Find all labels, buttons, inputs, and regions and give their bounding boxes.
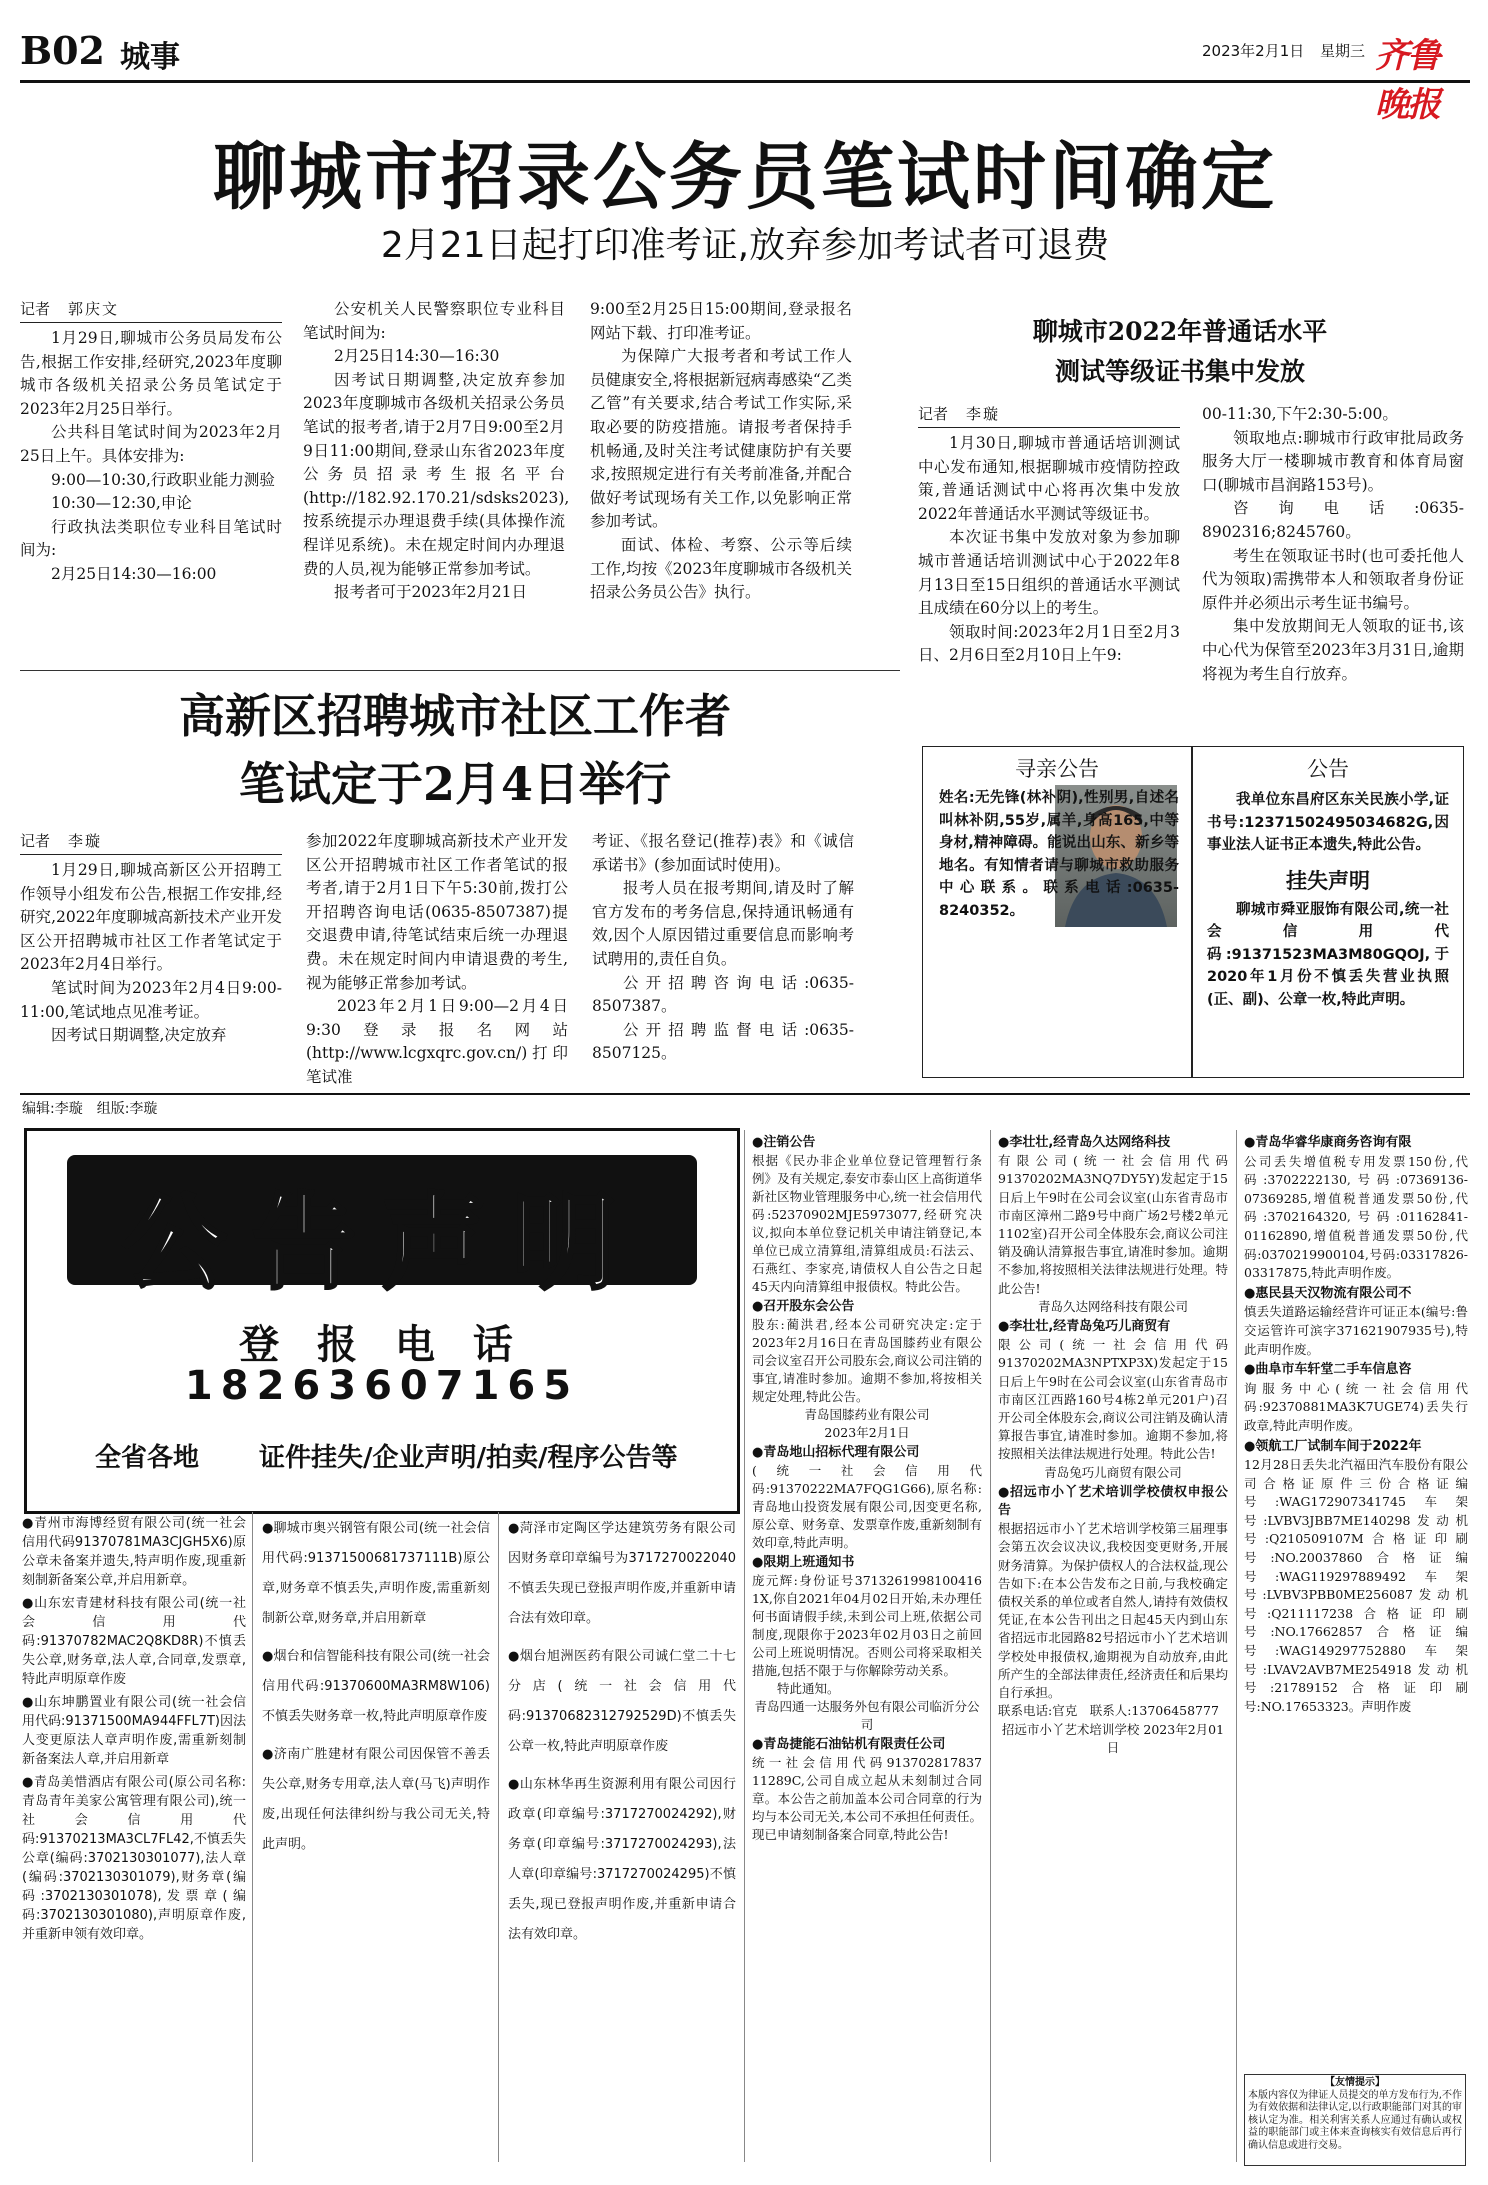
classified-heading: ●青岛华睿华康商务咨询有限 bbox=[1244, 1135, 1412, 1150]
article3-title-line2: 笔试定于2月4日举行 bbox=[238, 757, 671, 811]
paragraph: 9:00—10:30,行政职业能力测验 bbox=[51, 470, 275, 489]
notice-title: 挂失声明 bbox=[1286, 868, 1370, 893]
paragraph: 公开招聘监督电话:0635-8507125。 bbox=[592, 1020, 854, 1063]
classified-col1 bbox=[22, 1514, 246, 1944]
article1-subtitle: 2月21日起打印准考证,放弃参加考试者可退费 bbox=[380, 225, 1110, 266]
paper-logo: 齐鲁晚报 bbox=[1375, 36, 1439, 125]
paragraph: 考生在领取证书时(也可委托他人代为领取)需携带本人和领取者身份证原件并必须出示考生证书编号。 bbox=[1202, 546, 1464, 612]
ad-slogan-left: 全省各地 bbox=[95, 1443, 200, 1473]
paragraph: 9:00至2月25日15:00期间,登录报名网站下载、打印准考证。 bbox=[590, 300, 852, 342]
public-notice bbox=[1192, 746, 1464, 1078]
classified-date: 青岛四通一达服务外包有限公司临沂分公司 bbox=[754, 1699, 980, 1732]
ad-slogan-right: 证件挂失/企业声明/拍卖/程序公告等 bbox=[259, 1443, 678, 1473]
paragraph: 报考者可于2023年2月21日 bbox=[334, 583, 528, 602]
seek-relative-notice bbox=[922, 746, 1192, 1078]
classified-heading: ●惠民县天汉物流有限公司不 bbox=[1244, 1285, 1412, 1301]
issue-date: 2023年2月1日 bbox=[1202, 42, 1305, 60]
paragraph: 公共科目笔试时间为2023年2月25日上午。具体安排为: bbox=[20, 423, 282, 465]
paragraph: 公开招聘咨询电话:0635-8507387。 bbox=[592, 973, 854, 1016]
notice-text: 姓名:无先锋(林补阴),性别男,自述名叫林补阴,55岁,属羊,身高165,中等身材,精神障碍。能说出山东、新乡等地名。有知情者请与聊城市救助服务中心联系。联系电话:0635-8240352。 bbox=[939, 790, 1179, 919]
ad-title: 公告声明 bbox=[121, 1182, 642, 1304]
editor-rule bbox=[20, 1093, 1470, 1095]
article2-col1 bbox=[918, 403, 1180, 668]
classified-col3 bbox=[508, 1514, 736, 1950]
classified-item: ●济南广胜建材有限公司因保管不善丢失公章,财务专用章,法人章(马飞)声明作废,出现任何法律纠纷与我公司无关,特此声明。 bbox=[262, 1747, 490, 1852]
paragraph: 为保障广大报考者和考试工作人员健康安全,将根据新冠病毒感染“乙类乙管”有关要求,结合考试工作实际,采取必要的防疫措施。请报考者保持手机畅通,及时关注考试健康防护有关要求,按照规定进行有关考前准备,并配合做好考试现场有关工作,以免影响正常参加考试。 bbox=[590, 347, 852, 531]
article1-col3 bbox=[590, 298, 852, 605]
paragraph: 领取地点:聊城市行政审批局政务服务大厅一楼聊城市教育和体育局窗口(聊城市昌润路153号)。 bbox=[1202, 428, 1464, 494]
classified-heading: ●李壮壮,经青岛兔巧儿商贸有 bbox=[998, 1319, 1171, 1335]
issue-weekday: 星期三 bbox=[1320, 42, 1366, 60]
classified-item: ●聊城市奥兴钢管有限公司(统一社会信用代码:91371500681737111B)原公章,财务章不慎丢失,声明作废,需重新刻制新公章,财务章,并启用新章 bbox=[262, 1521, 490, 1626]
paragraph: 笔试时间为2023年2月4日9:00-11:00,笔试地点见准考证。 bbox=[20, 978, 282, 1021]
column-divider bbox=[1236, 1130, 1237, 2162]
paragraph: 因考试日期调整,决定放弃 bbox=[51, 1026, 227, 1045]
classified-heading: ●领航工厂试制车间于2022年 bbox=[1244, 1438, 1422, 1454]
article3-col2 bbox=[306, 830, 568, 1090]
article1-col1 bbox=[20, 298, 282, 587]
classified-heading: ●青岛捷能石油钻机有限责任公司 bbox=[752, 1737, 946, 1752]
article1-col2 bbox=[303, 298, 570, 605]
paragraph: 2月25日14:30—16:30 bbox=[334, 347, 500, 366]
classified-heading: ●召开股东会公告 bbox=[752, 1299, 855, 1314]
classified-item: ●烟台旭洲医药有限公司诚仁堂二十七分店(统一社会信用代码:9137068231279252​9D)不慎丢失公章一枚,特此声明原章作废 bbox=[508, 1649, 736, 1754]
notice-title: 公告 bbox=[1307, 757, 1349, 781]
classified-heading: ●限期上班通知书 bbox=[752, 1555, 855, 1570]
reporter: 李璇 bbox=[68, 832, 103, 850]
paragraph: 2023年2月1日9:00—2月4日9:30登录报名网站(http://www.lcgxqrc.gov.cn/)打印笔试准 bbox=[306, 997, 568, 1086]
classified-text: 询服务中心(统一社会信用代码:92370881MA3K7UGE74)丢失行政章,特此声明作废。 bbox=[1244, 1380, 1468, 1433]
paragraph: 面试、体检、考察、公示等后续工作,均按《2023年度聊城市各级机关招录公务员公告》执行。 bbox=[590, 535, 852, 602]
classified-text: 根据《民办非企业单位登记管理暂行条例》及有关规定,泰安市泰山区上高街道华新社区物业管理服务中心,统一社会信用代码:52370902MJE5973077,经研究决议,拟向本单位登记机关申请注销登记,本单位已成立清算组,清算组成员:石法云、石燕红、李家亮,请债权人自公告之日起45天内向清算组申报债权。特此公告。 bbox=[752, 1153, 982, 1294]
paragraph: 咨询电话:0635-8902316;8245760。 bbox=[1202, 499, 1464, 541]
paragraph: 参加2022年度聊城高新技术产业开发区公开招聘城市社区工作者笔试的报考者,请于2月1日下午5:30前,拨打公开招聘咨询电话(0635-8507387)提交退费申请,待笔试结束后统一办理退费。未在规定时间内申请退费的考生,视为能够正常参加考试。 bbox=[306, 832, 568, 992]
section-name: 城事 bbox=[120, 40, 180, 75]
article2-title: 聊城市2022年普通话水平 bbox=[1032, 317, 1328, 346]
paragraph: 报考人员在报考期间,请及时了解官方发布的考务信息,保持通讯畅通有效,因个人原因错过重要信息而影响考试聘用的,责任自负。 bbox=[592, 879, 854, 968]
paragraph: 因考试日期调整,决定放弃参加2023年度聊城市各级机关招录公务员笔试的报考者,请于2月7日9:00至2月9日11:00期间,登录山东省2023年度公务员招录考生报名平台(http://182.92.170.21/sdsks2023),按系统提示办理退费手续(具体操作流程详见系统)。未在规定时间内办理退费的人员,视为能够正常参加考试。 bbox=[303, 370, 570, 578]
classified-heading: ●李壮壮,经青岛久达网络科技 bbox=[998, 1135, 1171, 1150]
classified-text: 慎丢失道路运输经营许可证正本(编号:鲁交运管许可滨字371621907935号),特此声明作废。 bbox=[1244, 1304, 1468, 1357]
friendly-tip-box bbox=[1244, 2074, 1466, 2166]
article2-title-line2: 测试等级证书集中发放 bbox=[1054, 357, 1305, 386]
byline: 记者 郭庆文 bbox=[20, 298, 282, 323]
classified-heading: ●注销公告 bbox=[752, 1135, 816, 1150]
section-divider bbox=[20, 670, 900, 671]
classified-col6 bbox=[1244, 1132, 1468, 1716]
classified-heading: ●招远市小丫艺术培训学校债权申报公告 bbox=[998, 1484, 1228, 1519]
classified-col4 bbox=[752, 1132, 982, 1844]
paragraph: 考证、《报名登记(推荐)表》和《诚信承诺书》(参加面试时使用)。 bbox=[592, 832, 854, 874]
paragraph: 领取时间:2023年2月1日至2月3日、2月6日至2月10日上午9: bbox=[918, 622, 1180, 665]
paragraph: 行政执法类职位专业科目笔试时间为: bbox=[20, 517, 282, 560]
paragraph: 10:30—12:30,申论 bbox=[51, 494, 192, 513]
column-divider bbox=[252, 1512, 253, 2162]
classified-text: 庞元辉:身份证号3713261998100416​1X,你自2021年04月02日开始,未办理任何书面请假手续,未到公司上班,依据公司制度,现限你于2023年02月03日之前回公司上班说明情况。否则公司将采取相关措施,包括不限于与你解除劳动关系。 bbox=[752, 1573, 982, 1678]
classified-text: (统一社会信用代码:91370222MA7FQG1G66),原名称:青岛地山投资发展有限公司,因变更名称,原公章、财务章、发票章作废,重新刻制有效印章,特此声明。 bbox=[752, 1463, 982, 1550]
page-header bbox=[20, 26, 1470, 125]
article2-col2 bbox=[1202, 403, 1464, 686]
classified-item: ●烟台和信智能科技有限公司(统一社会信用代码:91370600MA3RM8W106)不慎丢失财务章一枚,特此声明原章作废 bbox=[262, 1649, 490, 1724]
notice-text: 我单位东昌府区东关民族小学,证书号:12371502495034682G,因事业法人证书正本遗失,特此公告。 bbox=[1207, 792, 1449, 853]
header-rule bbox=[20, 80, 1470, 83]
column-divider bbox=[990, 1130, 991, 2162]
notice-text: 聊城市舜亚服饰有限公司,统一社会信用代码:91371523MA3M80GQOJ,于2020年1月份不慎丢失营业执照(正、副)、公章一枚,特此声明。 bbox=[1207, 901, 1449, 1008]
tip-text: 本版内容仅为律证人员提交的单方发布行为,不作为有效依据和法律认定,以行政职能部门对其的审核认定为准。相关利害关系人应通过有确认或权益的职能部门或主体来查询核实有效信息后再行确认信息或进行交易。 bbox=[1248, 2089, 1462, 2151]
classified-text: 股东:蔺洪君,经本公司研究决定:定于2023年2月16日在青岛国膝药业有限公司会议室召开公司股东会,商议公司注销的事宜,请准时参加。逾期不参加,将按相关规定处理,特此公告。 bbox=[752, 1317, 982, 1404]
paragraph: 1月30日,聊城市普通话培训测试中心发布通知,根据聊城市疫情防控政策,普通话测试中心将再次集中发放2022年普通话水平测试等级证书。 bbox=[918, 434, 1180, 523]
classified-text: 统一社会信用代码913702817837​11289C,公司自成立起从未刻制过合同章。本公告之前加盖本公司合同章的行为均与本公司无关,本公司不承担任何责任。现已申请刻制备案合同章,特此公告! bbox=[752, 1755, 982, 1842]
byline: 记者 李璇 bbox=[918, 403, 1180, 428]
classified-item: ●山东宏青建材科技有限公司(统一社会信用代码:91370782MAC2Q8KD8R)不慎丢失公章,财务章,法人章,合同章,发票章,特此声明原章作废 bbox=[22, 1596, 246, 1687]
classified-heading: ●曲阜市车轩堂二手车信息咨 bbox=[1244, 1362, 1412, 1378]
reporter: 郭庆文 bbox=[68, 300, 120, 318]
classified-signature: 联系电话:官克 联系人:13706458777 bbox=[998, 1703, 1219, 1719]
paragraph: 集中发放期间无人领取的证书,该中心代为保管至2023年3月31日,逾期将视为考生自行放弃。 bbox=[1202, 617, 1464, 683]
classified-signature: 青岛兔巧儿商贸有限公司 bbox=[1044, 1464, 1182, 1480]
classified-item: ●青州市海博经贸有限公司(统一社会信用代码91370781MA3CJGH5X6)原公章未备案并遗失,特声明作废,现重新刻制新备案公章,并启用新章。 bbox=[22, 1516, 246, 1588]
paragraph: 1月29日,聊城市公务员局发布公告,根据工作安排,经研究,2023年度聊城市各级机关招录公务员笔试定于2023年2月25日举行。 bbox=[20, 329, 282, 418]
classified-col5 bbox=[998, 1132, 1228, 1757]
byline: 记者 李璇 bbox=[20, 830, 282, 855]
classified-text: 限公司(统一社会信用代码91370202MA3NPTXP3X)发起定于15日后上午9时在公司会议室(山东省青岛市市南区江西路160号4栋2单元201户)召开公司全体股东会,商议公司注销及确认清算报告事宜,请准时参加。逾期不参加,将按照相关法律法规进行处理。特此公告! bbox=[998, 1337, 1228, 1462]
classified-signature: 青岛国膝药业有限公司 bbox=[804, 1407, 930, 1422]
tip-title: 【友情提示】 bbox=[1325, 2077, 1385, 2088]
column-divider bbox=[744, 1130, 745, 2162]
classified-item: ●菏泽市定陶区学达建筑劳务有限公司因财务章印章编号为3717270022040不慎丢失现已登报声明作废,并重新申请合法有效印章。 bbox=[508, 1521, 736, 1626]
paragraph: 2月25日14:30—16:00 bbox=[51, 564, 217, 583]
article3-title: 高新区招聘城市社区工作者 bbox=[179, 689, 731, 743]
article3-col3 bbox=[592, 830, 854, 1066]
column-divider bbox=[498, 1512, 499, 2162]
editor-line: 编辑:李璇 组版:李璇 bbox=[22, 1101, 158, 1117]
ad-phone[interactable]: 18263607165 bbox=[184, 1363, 580, 1409]
classified-text: 公司丢失增值税专用发票150份,代码:3702222130,号码:07369136-07369285,增值税普通发票50份,代码:3702164320,号码:01162841-01162890,增值税普通发票50份,代码:0370219900104,号码:03317826-03317875,特此声明作废。 bbox=[1244, 1153, 1468, 1281]
paragraph: 本次证书集中发放对象为参加聊城市普通话培训测试中心于2022年8月13日至15日组织的普通话水平测试且成绩在60分以上的考生。 bbox=[918, 528, 1180, 618]
ad-phone-label: 登 报 电 话 bbox=[239, 1322, 525, 1368]
article3-col1 bbox=[20, 830, 282, 1048]
notice-title: 寻亲公告 bbox=[1015, 757, 1099, 781]
classified-col2 bbox=[262, 1514, 490, 1860]
classified-text: 有限公司(统一社会信用代码91370202MA3NQ7DY5Y)发起定于15日后上午9时在公司会议室(山东省青岛市市南区漳州二路9号中商广场2号楼2单元1102室)召开公司全体股东会,商议公司注销及确认清算报告事宜,请准时参加。逾期不参加,将按照相关法律法规进行处理。特此公告! bbox=[998, 1153, 1228, 1296]
classified-item: ●山东坤鹏置业有限公司(统一社会信用代码:91371500MA944FFL7T)因法人变更原法人章声明作废,需重新刻制新备案法人章,并启用新章 bbox=[22, 1695, 246, 1767]
article1-title: 聊城市招录公务员笔试时间确定 bbox=[213, 134, 1277, 220]
classified-heading: ●青岛地山招标代理有限公司 bbox=[752, 1445, 920, 1460]
classified-signature: 青岛久达网络科技有限公司 bbox=[1037, 1298, 1188, 1314]
classified-item: ●山东林华再生资源利用有限公司因行政章(印章编号:3717270024292),财务章(印章编号:3717270024293),法人章(印章编号:3717270024295)不慎丢失,现已登报声明作废,并重新申请合法有效印章。 bbox=[508, 1777, 736, 1942]
page-code: B02 bbox=[20, 28, 105, 73]
classified-item: ●青岛美惜酒店有限公司(原公司名称:青岛青年美家公寓管理有限公司),统一社会信用代码:91370213MA3CL7FL42,不慎丢失公章(编码:3702130301077),法人章(编码:3702130301079),财务章(编码:3702130301078),发票章(编码:3702130301080),声明原章作废,并重新申领有效印章。 bbox=[22, 1775, 246, 1942]
paragraph: 公安机关人民警察职位专业科目笔试时间为: bbox=[303, 300, 565, 342]
classified-date: 2023年2月1日 bbox=[824, 1425, 910, 1440]
reporter: 李璇 bbox=[966, 405, 1001, 423]
classified-text: 根据招远市小丫艺术培训学校第三届理事会第五次会议决议,我校因变更财务,开展财务清算。为保护债权人的合法权益,现公告如下:在本公告发布之日前,与我校确定债权关系的单位或者自然人,请持有效债权凭证,在本公告刊出之日起45天内到山东省招远市北园路82号招远市小丫艺术培训学校处申报债权,逾期视为自动放弃,由此所产生的全部法律责任,经济责任和后果均自行承担。 bbox=[998, 1521, 1228, 1701]
paragraph: 00-11:30,下午2:30-5:00。 bbox=[1202, 405, 1398, 423]
classified-text: 12月28日丢失北汽福田汽车股份有限公司合格证原件三份合格证编号:WAG172907341745车架号:LVBV3JBB7ME140298发动机号:Q210509107M合格证印刷号:NO.20037860合格证编号:WAG119297889492车架号:LVBV3PBB0ME256087发动机号:Q211117238合格证印刷号:NO.17662857合格证编号:WAG149297752880车架号:LVAV2AVB7ME254918发动机号:21789152合格证印刷号:NO.17653323。声明作废 bbox=[1244, 1457, 1468, 1714]
classified-date: 招远市小丫艺术培训学校 2023年2月01日 bbox=[1001, 1721, 1225, 1755]
paragraph: 1月29日,聊城高新区公开招聘工作领导小组发布公告,根据工作安排,经研究,2022年度聊城高新技术产业开发区公开招聘城市社区工作者笔试定于2023年2月4日举行。 bbox=[20, 861, 282, 974]
classified-signature: 特此通知。 bbox=[777, 1681, 840, 1696]
notice-ad-banner bbox=[24, 1128, 740, 1514]
